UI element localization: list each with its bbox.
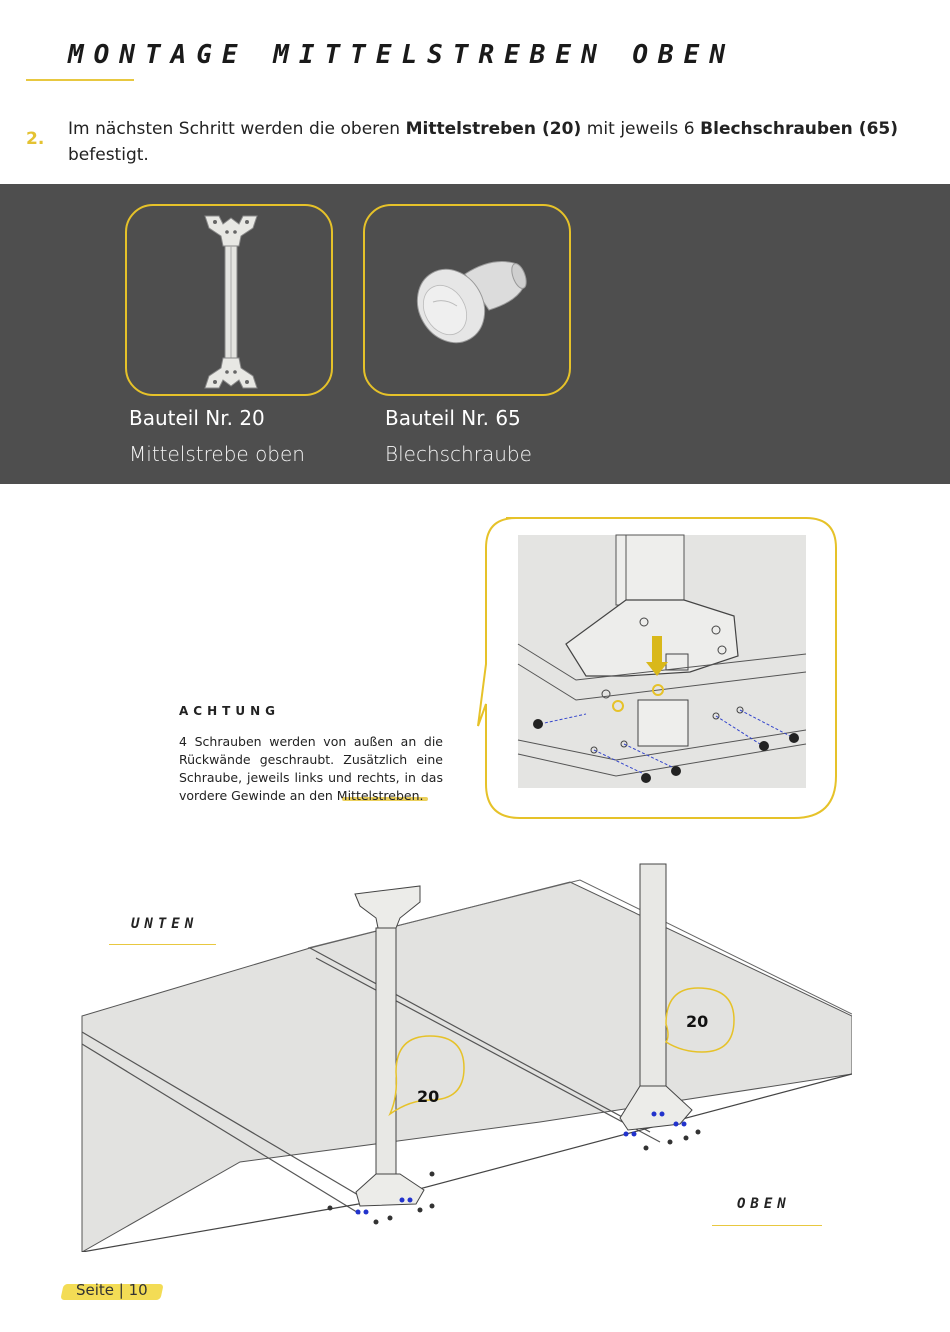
part-name-20: Mittelstrebe oben	[129, 442, 305, 466]
part-card-screw	[363, 204, 571, 396]
callout-part-20-right: 20	[686, 1012, 709, 1031]
label-oben-underline	[712, 1225, 822, 1226]
step-instruction	[68, 116, 898, 168]
label-unten: UNTEN	[131, 916, 199, 932]
step-part1: Mittelstreben (20)	[405, 119, 582, 139]
detail-view	[476, 504, 838, 820]
page-title: MONTAGE MITTELSTREBEN OBEN	[68, 40, 735, 70]
step-number: 2.	[26, 129, 45, 149]
part-number-65: Bauteil Nr. 65	[385, 406, 521, 430]
label-oben: OBEN	[737, 1196, 791, 1212]
page-number: Seite | 10	[76, 1281, 148, 1299]
warning-title: ACHTUNG	[179, 704, 280, 718]
title-underline	[26, 79, 134, 81]
step-part2: Blechschrauben (65)	[700, 119, 898, 139]
step-text-post: befestigt.	[68, 145, 149, 165]
part-number-20: Bauteil Nr. 20	[129, 406, 265, 430]
callout-part-20-left: 20	[417, 1087, 440, 1106]
part-card-strut	[125, 204, 333, 396]
screw-icon	[365, 206, 573, 398]
part-name-65: Blechschraube	[385, 442, 532, 466]
label-unten-underline	[109, 944, 216, 945]
strut-icon	[127, 206, 335, 398]
detail-drawing	[476, 504, 838, 820]
warning-text: 4 Schrauben werden von außen an die Rückwände geschraubt. Zusätzlich eine Schraube, jeweils links und rechts, in das vordere Gewinde an den Mittelstreben.	[179, 734, 443, 803]
step-text-mid: mit jeweils 6	[581, 119, 701, 139]
parts-panel	[0, 184, 950, 484]
step-text-pre: Im nächsten Schritt werden die oberen	[68, 119, 406, 139]
